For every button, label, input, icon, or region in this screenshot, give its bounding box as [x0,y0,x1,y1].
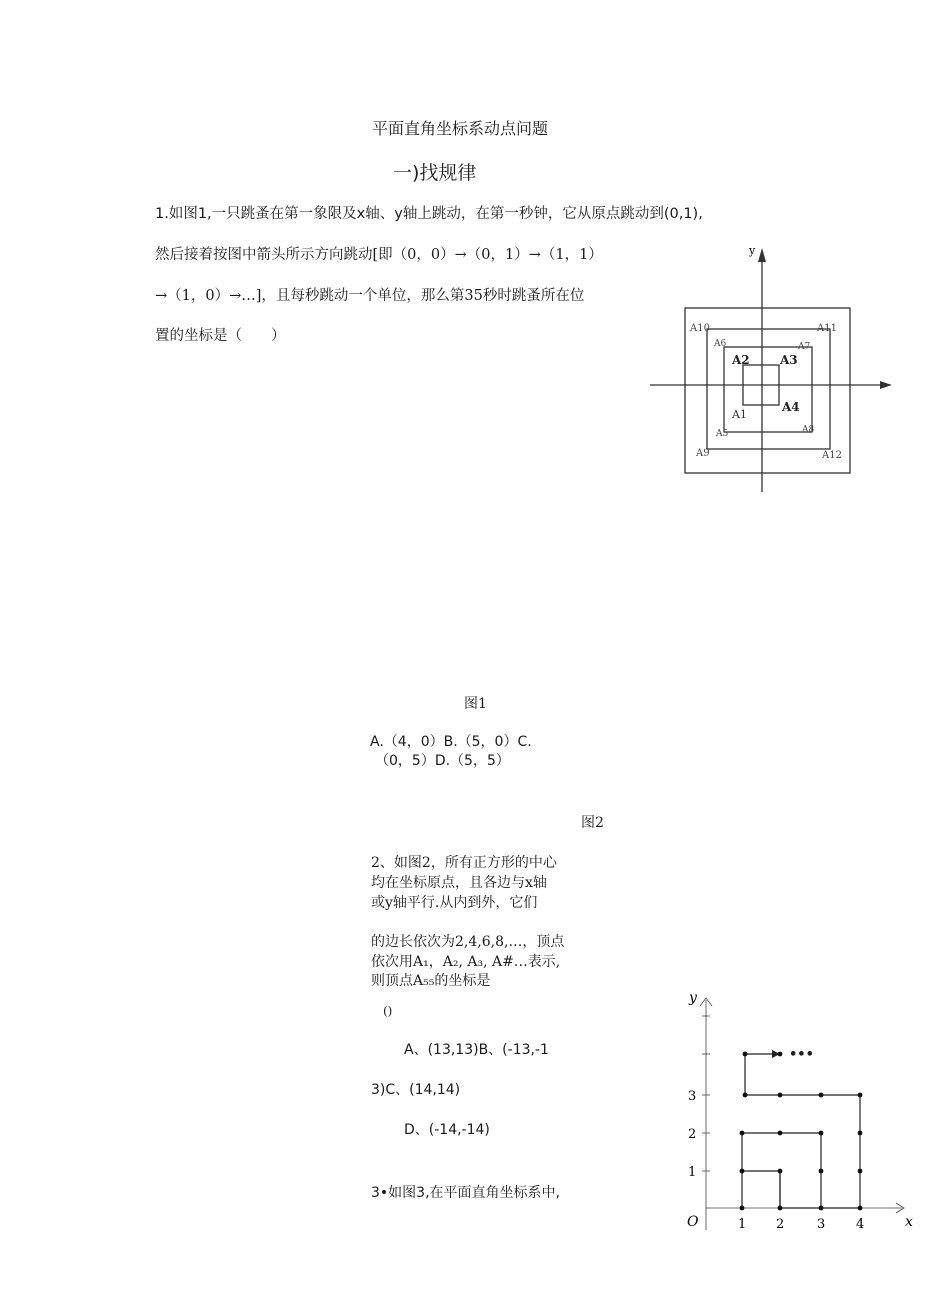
q2-options-line-2: 3)C、(14,14) [371,1082,461,1098]
q3-line-1: 3•如图3,在平面直角坐标系中, [371,1185,560,1201]
q1-options-line-2: （0，5）D.（5，5） [375,753,510,769]
label-a5: A5 [716,429,729,439]
fig3-y-label: y [689,990,697,1006]
section-heading: 一)找规律 [393,162,477,184]
continuation-dots: ••• [789,1047,814,1062]
label-a3: A3 [780,353,798,367]
q1-options-line-1: A.（4，0）B.（5，0）C. [370,734,532,750]
q1-line-3: →（1，0）→…]，且每秒跳动一个单位，那么第35秒时跳蚤所在位 [155,288,585,304]
label-a6: A6 [714,339,727,349]
label-a7: A7 [798,342,811,352]
x-tick-4: 4 [856,1217,865,1232]
x-tick-2: 2 [776,1217,785,1232]
q2-line-6: 则顶点A₅₅的坐标是 [371,973,491,989]
fig3-x-label: x [905,1214,913,1230]
q2-line-2: 均在坐标原点，且各边与x轴 [371,875,547,891]
q2-line-3: 或y轴平行.从内到外，它们 [371,895,538,911]
label-a4: A4 [782,400,800,414]
page-title: 平面直角坐标系动点问题 [372,119,549,138]
label-a8: A8 [802,425,815,435]
x-axis-arrow-icon [880,381,892,389]
y-tick-2: 2 [688,1127,697,1142]
label-a2: A2 [732,353,750,367]
label-a10: A10 [690,323,710,334]
figure-2-caption: 图2 [581,815,604,831]
x-tick-1: 1 [738,1217,747,1232]
q2-options-line-3: D、(-14,-14) [404,1122,490,1138]
q2-options-line-1: A、(13,13)B、(-13,-1 [404,1042,549,1058]
q1-line-4: 置的坐标是（ ） [155,328,286,344]
y-axis-arrow-icon [758,248,766,262]
jump-path [742,1054,860,1208]
label-a9: A9 [696,448,710,459]
q1-line-2: 然后接着按图中箭头所示方向跳动[即（0，0）→（0，1）→（1，1） [155,247,603,263]
lattice-points [740,1052,863,1211]
label-a1: A1 [732,408,747,421]
q2-line-4: 的边长依次为2,4,6,8,…，顶点 [371,934,565,950]
fig3-origin-label: O [687,1214,699,1230]
q2-answer-blank: () [383,1004,393,1018]
figure-1-caption: 图1 [464,696,487,712]
figure-1-squares [648,240,898,498]
figure-3-path [680,988,920,1236]
y-tick-3: 3 [688,1089,697,1104]
y-tick-1: 1 [688,1165,697,1180]
fig1-y-label: y [749,244,756,257]
q2-line-1: 2、如图2，所有正方形的中心 [371,855,557,871]
label-a12: A12 [822,450,842,461]
q1-line-1: 1.如图1,一只跳蚤在第一象限及x轴、y轴上跳动，在第一秒钟，它从原点跳动到(0,1), [155,206,703,222]
x-tick-3: 3 [817,1217,826,1232]
label-a11: A11 [817,323,837,334]
q2-line-5: 依次用A₁，A₂, A₃, A#…表示, [371,954,561,970]
